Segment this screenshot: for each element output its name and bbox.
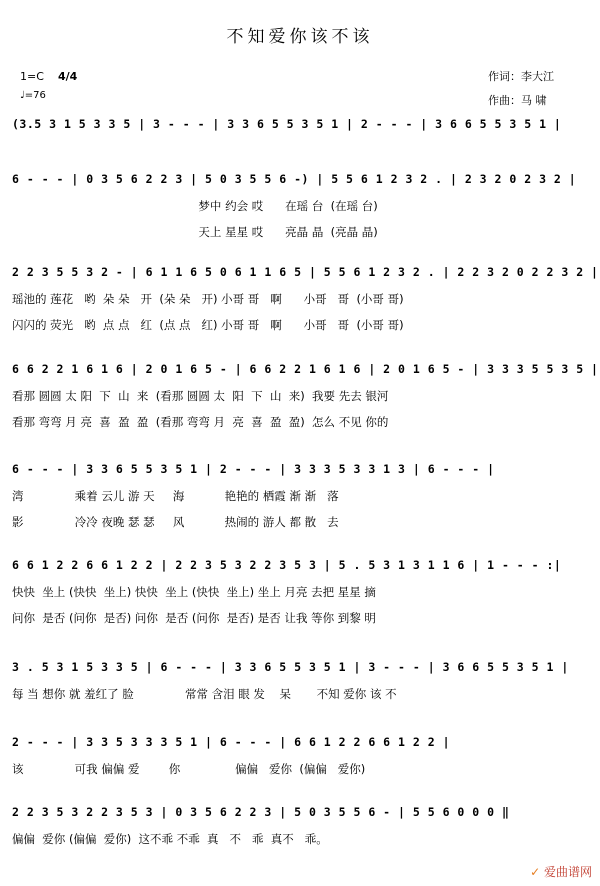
notation-line: 6 - - - | 0 3 5 6 2 2 3 | 5 0 3 5 5 6 -) | 5 5 6 1 2 3 2 . | 2 3 2 0 2 3 2 | [12, 172, 577, 186]
notation-line: 6 6 2 2 1 6 1 6 | 2 0 1 6 5 - | 6 6 2 2 1 6 1 6 | 2 0 1 6 5 - | 3 3 3 5 5 3 5 | [12, 362, 599, 376]
key-signature: 1=C [20, 70, 44, 83]
tempo-marking: ♩=76 [20, 90, 46, 101]
lyric-line-1: 该 可我 偏偏 爱 你 偏偏 爱你 (偏偏 爱你) [12, 762, 366, 776]
song-title: 不知爱你该不该 [226, 27, 374, 47]
lyric-line-1: 瑶池的 莲花 哟 朵 朵 开 (朵 朵 开) 小哥 哥 啊 小哥 哥 (小哥 哥) [12, 292, 404, 306]
notation-line: 3 . 5 3 1 5 3 3 5 | 6 - - - | 3 3 6 5 5 3 5 1 | 3 - - - | 3 6 6 5 5 3 5 1 | [12, 660, 569, 674]
lyric-line-2: 问你 是否 (问你 是否) 问你 是否 (问你 是否) 是否 让我 等你 到黎 明 [12, 611, 376, 625]
lyric-line-1: 看那 圆圆 太 阳 下 山 来 (看那 圆圆 太 阳 下 山 来) 我要 先去 银河 [12, 389, 389, 403]
lyric-line-1 [12, 143, 586, 161]
lyric-line-1: 湾 乘着 云儿 游 天 海 艳艳的 栖霞 渐 渐 落 [12, 489, 339, 503]
notation-line: 6 - - - | 3 3 6 5 5 3 5 1 | 2 - - - | 3 3 3 5 3 3 1 3 | 6 - - - | [12, 462, 495, 476]
notation-line: 2 2 3 5 3 2 2 3 5 3 | 0 3 5 6 2 2 3 | 5 0 3 5 5 6 - | 5 5 6 0 0 0 ‖ [12, 805, 510, 819]
lyric-line-1: 梦中 约会 哎 在瑶 台 (在瑶 台) [12, 199, 378, 213]
checkmark-icon: ✓ [530, 865, 541, 879]
lyric-line-1: 偏偏 爱你 (偏偏 爱你) 这不乖 不乖 真 不 乖 真不 乖。 [12, 832, 328, 846]
watermark-text: 爱曲谱网 [543, 865, 592, 879]
time-signature: 4/4 [58, 70, 78, 83]
notation-line: 6 6 1 2 2 6 6 1 2 2 | 2 2 3 5 3 2 2 3 5 3 | 5 . 5 3 1 3 1 1 6 | 1 - - - :| [12, 558, 562, 572]
lyric-line-2: 影 冷冷 夜晚 瑟 瑟 风 热闹的 游人 都 散 去 [12, 515, 339, 529]
lyric-line-2: 闪闪的 荧光 哟 点 点 红 (点 点 红) 小哥 哥 啊 小哥 哥 (小哥 哥) [12, 318, 404, 332]
notation-line: 2 2 3 5 5 3 2 - | 6 1 1 6 5 0 6 1 1 6 5 | 5 5 6 1 2 3 2 . | 2 2 3 2 0 2 2 3 2 | [12, 265, 599, 279]
lyric-line-2: 天上 星星 哎 亮晶 晶 (亮晶 晶) [12, 225, 378, 239]
composer-credit: 作曲：马 啸 [488, 94, 547, 107]
lyric-line-1: 快快 坐上 (快快 坐上) 快快 坐上 (快快 坐上) 坐上 月亮 去把 星星 摘 [12, 585, 376, 599]
lyric-line-2: 看那 弯弯 月 亮 喜 盈 盈 (看那 弯弯 月 亮 喜 盈 盈) 怎么 不见 你的 [12, 415, 389, 429]
lyricist-credit: 作词：李大江 [488, 70, 554, 83]
notation-line: (3.5 3 1 5 3 3 5 | 3 - - - | 3 3 6 5 5 3 5 1 | 2 - - - | 3 6 6 5 5 3 5 1 | [12, 117, 562, 131]
lyric-line-1: 每 当 想你 就 羞红了 脸 常常 含泪 眼 发 呆 不知 爱你 该 不 [12, 687, 397, 701]
site-watermark [530, 863, 592, 880]
notation-line: 2 - - - | 3 3 5 3 3 3 5 1 | 6 - - - | 6 6 1 2 2 6 6 1 2 2 | [12, 735, 450, 749]
